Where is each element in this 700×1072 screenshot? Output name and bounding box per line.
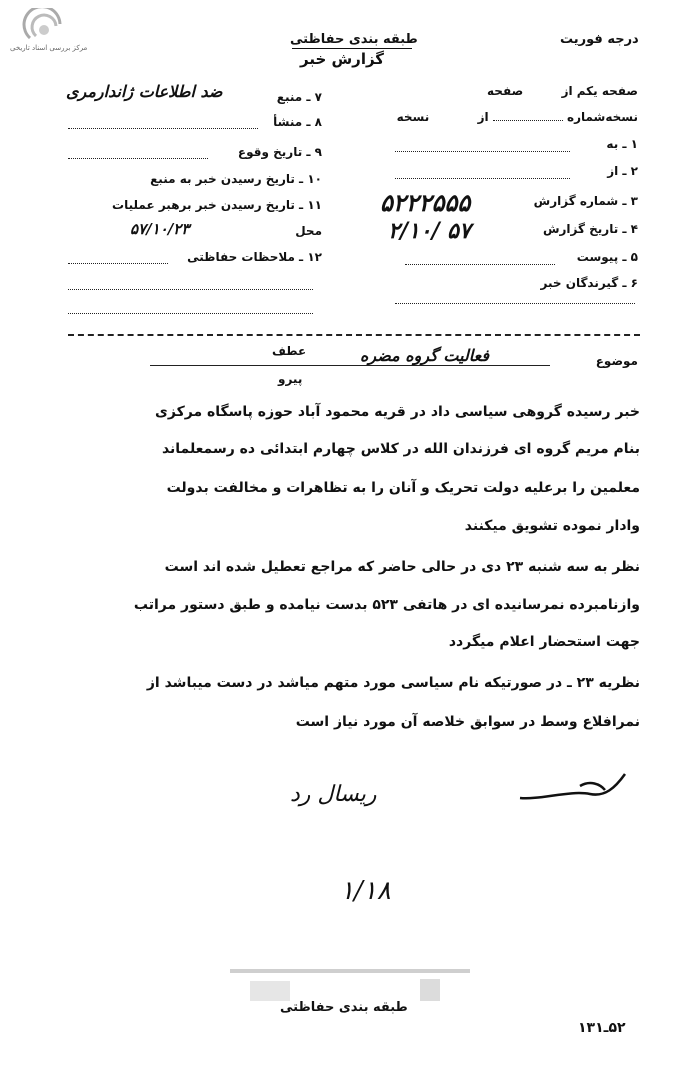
- occurrence-dots: [68, 157, 208, 159]
- body-line-6: وازنامبرده نمرسانیده ای در هاتفی ۵۲۳ بدست نیامده و طبق دستور مراتب: [133, 597, 640, 613]
- remarks-label: ۱۲ ـ ملاحظات حفاظتی: [187, 250, 322, 264]
- body-line-9: نمرافلاع وسط در سوابق خلاصه آن مورد نیاز است: [295, 714, 640, 730]
- remarks-dots-2: [68, 288, 313, 290]
- signature-right-icon: [510, 760, 640, 810]
- origin-dots: [68, 127, 258, 129]
- subject-label: موضوع: [595, 354, 638, 368]
- body-line-5: نظر به سه شنبه ۲۳ دی در حالی حاضر که مراجع تعطیل شده اند است: [164, 559, 640, 575]
- to-dots: [395, 150, 570, 152]
- report-date-value: ۲/۱۰/ ۵۷: [388, 218, 471, 244]
- received-by-source-label: ۱۰ ـ تاریخ رسیدن خبر به منبع: [150, 172, 322, 186]
- body-line-3: معلمین را برعلیه دولت تحریک و آنان را به تظاهرات و مخالفت بدولت: [166, 480, 640, 496]
- source-value: ضد اطلاعات ژاندارمری: [66, 82, 223, 101]
- page-label: صفحه یکم از صفحه: [487, 84, 638, 98]
- reference-label: عطف: [272, 344, 307, 358]
- recipients-label: ۶ ـ گیرندگان خبر: [540, 276, 638, 290]
- report-date-label: ۴ ـ تاریخ گزارش: [542, 222, 638, 236]
- recipients-dots: [395, 302, 635, 304]
- attachment-dots: [405, 263, 555, 265]
- body-line-8: نظریه ۲۳ ـ در صورتیکه نام سیاسی مورد متهم میاشد در دست میباشد از: [146, 675, 640, 691]
- from-dots: [395, 177, 570, 179]
- remarks-dots-1: [68, 262, 168, 264]
- urgency-degree-label: درجه فوریت: [560, 32, 639, 47]
- follow-label: پیرو: [278, 372, 303, 386]
- report-number-value: ۵۲۲۲۵۵۵: [380, 188, 471, 217]
- received-by-ops-value: ۵۷/۱۰/۲۳: [130, 220, 190, 238]
- copy-number-label: نسخه‌شماره از نسخه: [396, 110, 638, 124]
- faded-stamp-icon: [230, 965, 470, 1005]
- subject-underline: [150, 365, 550, 366]
- footer-classification: طبقه بندی حفاظتی: [280, 1000, 408, 1015]
- subject-value: فعالیت گروه مضره: [360, 346, 490, 365]
- body-line-4: وادار نموده تشویق میکنند: [464, 518, 640, 534]
- report-number-label: ۳ ـ شماره گزارش: [533, 194, 638, 208]
- occurrence-date-label: ۹ ـ تاریخ وقوع: [237, 145, 322, 159]
- received-by-ops-label: ۱۱ ـ تاریخ رسیدن خبر برهبر عملیات: [112, 198, 322, 212]
- document-number: ۵۲ـ۱۳۱: [578, 1020, 626, 1036]
- signature-left: ریسال رد: [290, 782, 377, 807]
- section-separator: [68, 334, 640, 336]
- header-title: گزارش خبر: [300, 50, 385, 68]
- from-label: ۲ ـ از: [607, 164, 638, 178]
- body-line-1: خبر رسیده گروهی سیاسی داد در قریه محمود آباد حوزه پاسگاه مرکزی: [155, 404, 640, 420]
- logo-caption: مرکز بررسی اسناد تاریخی: [10, 44, 88, 52]
- attachment-label: ۵ ـ پیوست: [576, 250, 638, 264]
- marginal-note: ۱/۱۸: [340, 876, 391, 906]
- body-line-2: بنام مریم گروه ای فرزندان الله در کلاس چهارم ابتدائی ده رسمعلماند: [161, 441, 640, 457]
- body-line-7: جهت استحضار اعلام میگردد: [448, 634, 640, 650]
- place-label: محل: [295, 224, 322, 238]
- to-label: ۱ ـ به: [606, 137, 638, 151]
- header-classification: طبقه بندی حفاظتی: [290, 32, 418, 47]
- source-label: ۷ ـ منبع: [276, 90, 322, 104]
- header-underline: [292, 48, 412, 49]
- origin-label: ۸ ـ منشأ: [273, 115, 322, 129]
- remarks-dots-3: [68, 312, 313, 314]
